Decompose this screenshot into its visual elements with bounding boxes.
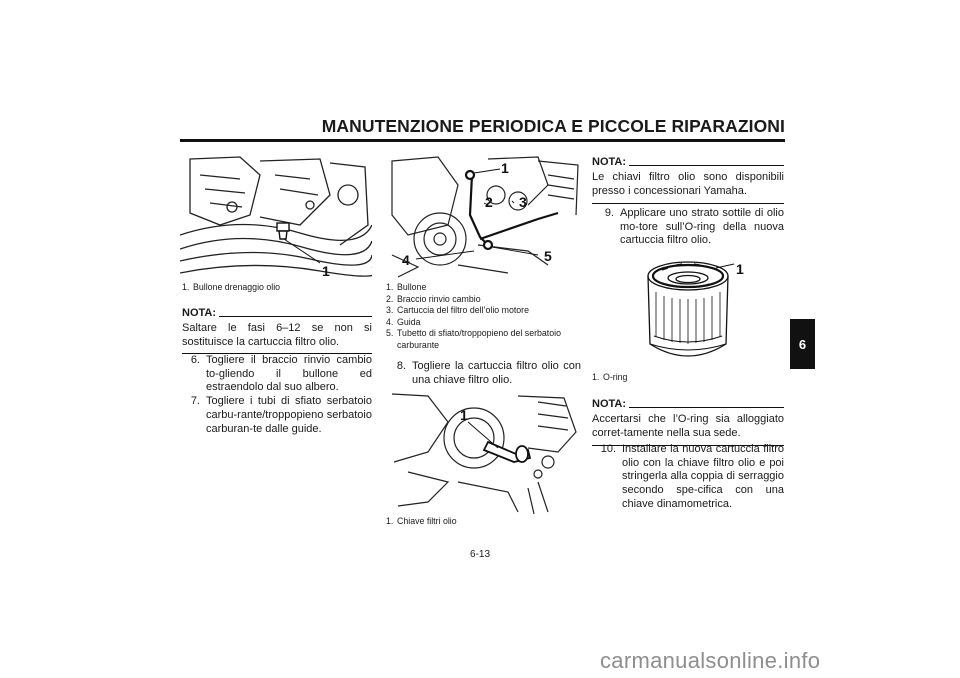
figure-callout-2: 2	[485, 194, 493, 210]
caption-number: 1.	[386, 516, 394, 526]
step-9	[592, 207, 784, 248]
step-10	[592, 443, 784, 512]
step-number: 6.	[190, 354, 200, 366]
watermark: carmanualsonline.info	[600, 648, 821, 673]
step-text: Applicare uno strato sottile di olio mo-tore sull’O-ring della nuova cartuccia filtro olio.	[620, 207, 784, 247]
caption-text: Cartuccia del filtro dell’olio motore	[397, 305, 530, 316]
figure-caption	[386, 516, 581, 528]
caption-text: Chiave filtri olio	[397, 516, 457, 526]
step-text: Togliere la cartuccia filtro olio con una chiave filtro olio.	[412, 360, 581, 386]
figure-callout-1: 1	[322, 263, 330, 278]
steps-list	[182, 354, 372, 436]
caption-text: Tubetto di sfiato/troppopieno del serbatoio carburante	[397, 328, 561, 350]
caption-text: O-ring	[603, 372, 628, 382]
nota-heading	[182, 307, 372, 319]
figure-callout-1: 1	[460, 407, 468, 423]
step-text: Togliere il braccio rinvio cambio to-gliendo il bullone ed estraendolo dal suo albero.	[206, 354, 372, 394]
nota-block	[592, 156, 784, 204]
step-number: 9.	[604, 207, 614, 219]
nota-heading	[592, 156, 784, 168]
nota-heading	[592, 398, 784, 410]
nota-heading-text: NOTA:	[182, 307, 217, 319]
figure-filter-wrench	[388, 392, 580, 514]
figure-callout-3: 3	[519, 194, 527, 210]
caption-number: 2.	[386, 293, 394, 304]
caption-number: 3.	[386, 305, 394, 316]
nota-body: Accertarsi che l’O-ring sia alloggiato corret-tamente nella sua sede.	[592, 413, 784, 439]
caption-number: 1.	[386, 282, 394, 292]
figure-callout-5: 5	[544, 248, 552, 264]
figure-callout-1: 1	[501, 160, 509, 176]
caption-text: Bullone	[397, 282, 427, 292]
step-text: Togliere i tubi di sfiato serbatoio carbu-rante/troppopieno serbatoio carburan-te dalle guide.	[206, 395, 372, 435]
figure-caption	[386, 282, 581, 352]
nota-block	[592, 398, 784, 446]
nota-block	[182, 307, 372, 354]
caption-text: Braccio rinvio cambio	[397, 293, 481, 304]
caption-text: Bullone drenaggio olio	[193, 282, 281, 292]
figure-callout-1: 1	[736, 261, 744, 277]
step-number: 8.	[396, 360, 406, 372]
page-title: MANUTENZIONE PERIODICA E PICCOLE RIPARAZIONI	[321, 116, 785, 136]
step-8	[386, 360, 581, 387]
page-number: 6-13	[469, 549, 490, 560]
figure-caption	[182, 282, 372, 294]
step-number: 7.	[190, 395, 200, 408]
caption-number: 4.	[386, 316, 394, 327]
title-rule	[180, 139, 785, 142]
step-text: Installare la nuova cartuccia filtro olio con la chiave filtro olio e poi stringerla alla coppia di serraggio secondo spe-cifica con una chiave dinamometrica.	[622, 443, 784, 510]
caption-number: 1.	[182, 282, 190, 292]
figure-caption	[592, 372, 784, 384]
figure-shift-arm	[388, 155, 580, 278]
nota-body: Le chiavi filtro olio sono disponibili presso i concessionari Yamaha.	[592, 171, 784, 197]
step-number: 10.	[600, 443, 616, 455]
step-7	[182, 395, 372, 436]
caption-text: Guida	[397, 316, 421, 327]
figure-drain-bolt	[180, 155, 372, 278]
nota-body: Saltare le fasi 6–12 se non si sostituisce la cartuccia filtro olio.	[182, 322, 372, 348]
nota-heading-text: NOTA:	[592, 156, 627, 168]
nota-heading-text: NOTA:	[592, 398, 627, 410]
figure-callout-4: 4	[402, 252, 410, 268]
step-6	[182, 354, 372, 395]
caption-number: 1.	[592, 372, 600, 382]
chapter-tab: 6	[790, 319, 815, 369]
caption-number: 5.	[386, 328, 394, 339]
figure-o-ring	[592, 252, 784, 368]
